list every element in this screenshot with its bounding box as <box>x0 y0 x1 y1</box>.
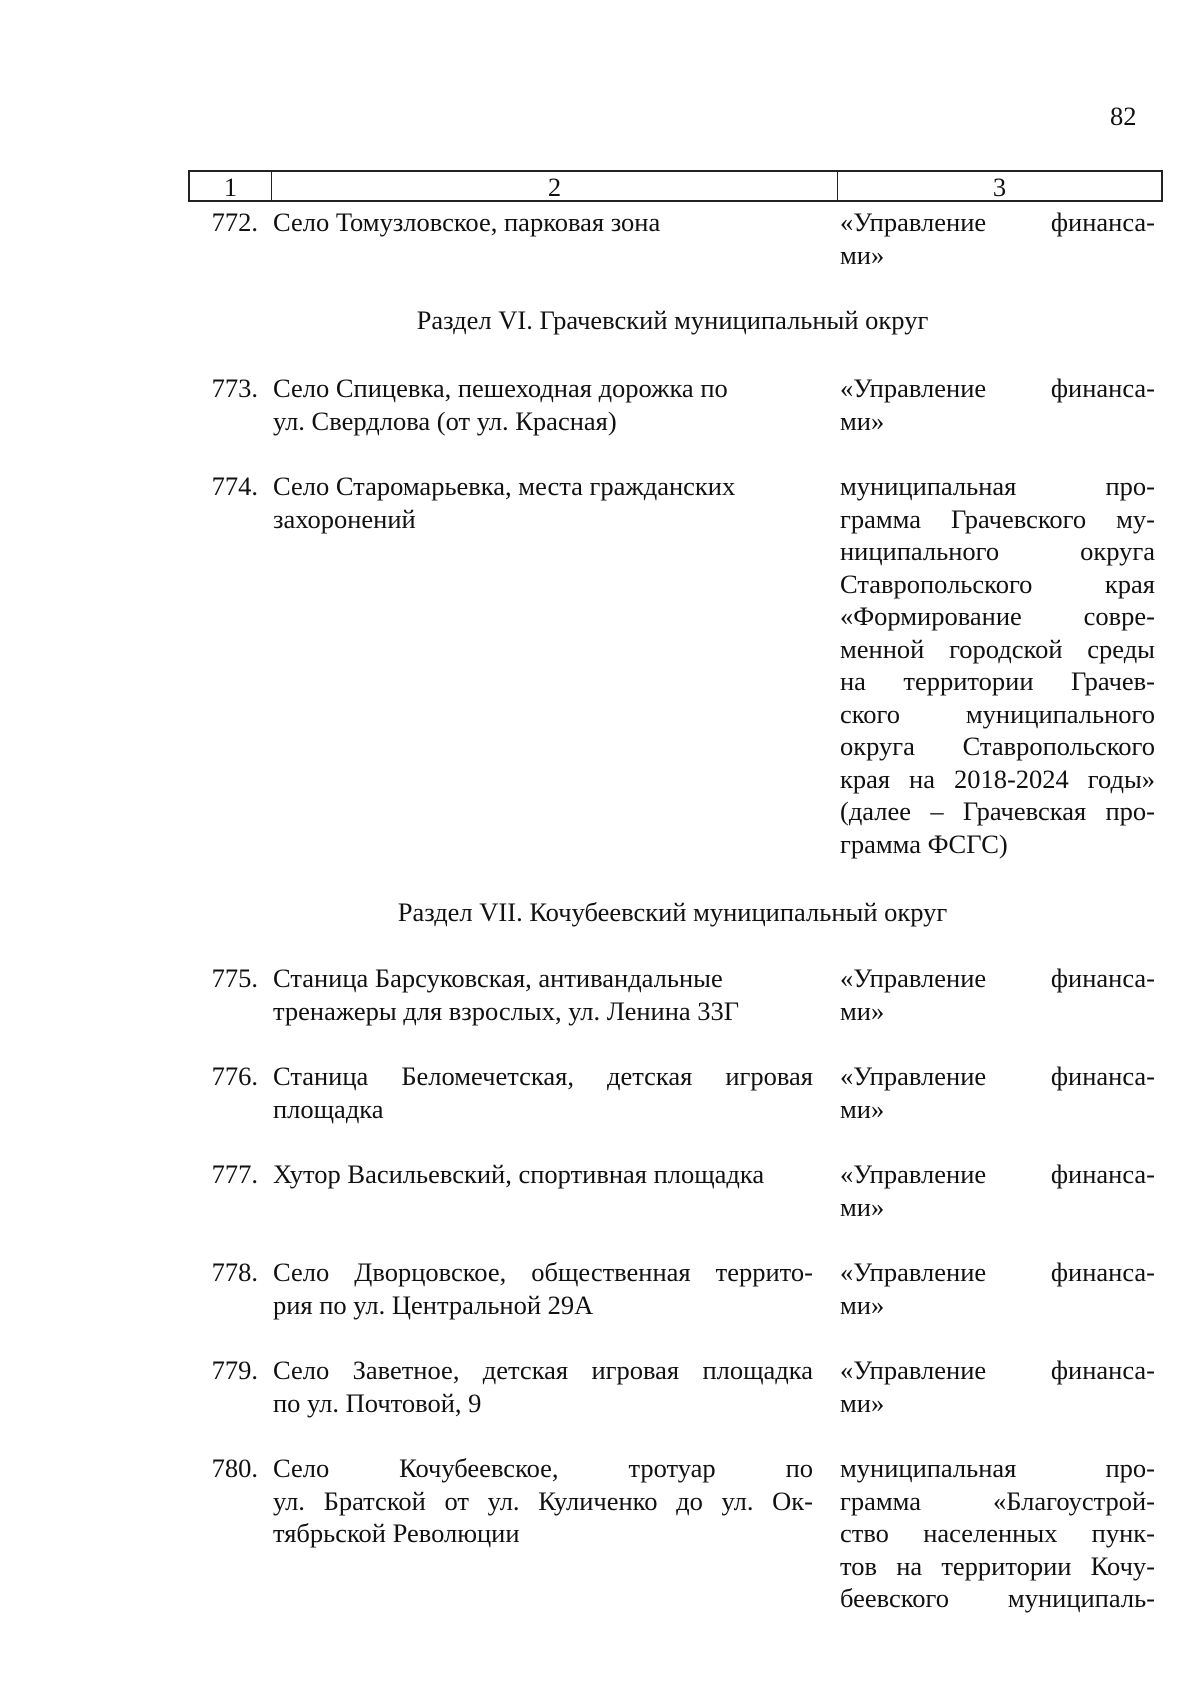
row-description-line: Станица Беломечетская, детская игровая <box>273 1061 813 1091</box>
header-col-2: 2 <box>272 172 838 200</box>
row-description <box>273 1354 813 1419</box>
row-funding-line: ниципального округа <box>840 536 1155 566</box>
row-funding-line: беевского муниципаль- <box>840 1583 1155 1613</box>
row-funding-line: «Управление финанса- <box>840 1061 1155 1091</box>
row-description-line: Село Старомарьевка, места гражданских <box>273 471 736 501</box>
row-description-line: ул. Свердлова (от ул. Красная) <box>273 405 617 436</box>
row-number: 780. <box>211 1453 258 1483</box>
row-description-line: Хутор Васильевский, спортивная площадка <box>273 1159 765 1189</box>
row-funding-line: ми» <box>840 1289 885 1320</box>
row-funding-line: «Управление финанса- <box>840 207 1155 237</box>
row-funding-source <box>840 962 1155 1027</box>
row-funding-line: Ставропольского края <box>840 568 1155 599</box>
row-description <box>273 206 813 239</box>
row-funding-line: тов на территории Кочу- <box>840 1550 1155 1581</box>
row-funding-line: округа Ставропольского <box>840 731 1155 761</box>
header-col-1: 1 <box>190 172 272 200</box>
row-funding-line: на территории Грачев- <box>840 666 1155 696</box>
row-funding-line: (далее – Грачевская про- <box>840 796 1155 826</box>
header-col-3: 3 <box>992 172 1007 202</box>
row-funding-line: «Управление финанса- <box>840 963 1155 993</box>
row-description-line: захоронений <box>273 503 416 534</box>
row-description-line: по ул. Почтовой, 9 <box>273 1387 482 1418</box>
page-number: 82 <box>1110 101 1137 131</box>
row-funding-line: ского муниципального <box>840 698 1155 729</box>
row-funding-line: ми» <box>840 1093 885 1124</box>
row-description-line: ул. Братской от ул. Куличенко до ул. Ок- <box>273 1485 813 1516</box>
row-funding-line: «Управление финанса- <box>840 373 1155 403</box>
row-funding-line: ми» <box>840 239 885 270</box>
row-number: 776. <box>211 1061 258 1091</box>
row-funding-line: грамма «Благоустрой- <box>840 1485 1155 1516</box>
row-funding-line: менной городской среды <box>840 633 1155 664</box>
row-number: 775. <box>211 963 258 993</box>
row-funding-line: «Управление финанса- <box>840 1355 1155 1385</box>
row-description-line: рия по ул. Центральной 29А <box>273 1289 594 1320</box>
row-funding-source <box>840 1452 1155 1615</box>
row-funding-line: «Формирование совре- <box>840 601 1155 631</box>
row-description <box>273 1158 813 1191</box>
row-description-line: Село Дворцовское, общественная террито- <box>273 1257 813 1287</box>
section-heading: Раздел VI. Грачевский муниципальный округ <box>416 305 929 335</box>
row-funding-line: муниципальная про- <box>840 1453 1155 1483</box>
row-funding-line: грамма ФСГС) <box>840 828 1008 859</box>
row-funding-source <box>840 1256 1155 1321</box>
row-description-line: Село Заветное, детская игровая площадка <box>273 1355 813 1385</box>
row-number: 774. <box>211 471 258 501</box>
row-funding-line: ми» <box>840 1191 885 1222</box>
row-funding-line: ми» <box>840 995 885 1026</box>
row-number: 779. <box>211 1355 258 1385</box>
row-number: 778. <box>211 1257 258 1287</box>
row-funding-source <box>840 372 1155 437</box>
row-description-line: Село Кочубеевское, тротуар по <box>273 1453 813 1483</box>
row-description-line: Село Спицевка, пешеходная дорожка по <box>273 373 728 403</box>
row-funding-line: ми» <box>840 405 885 436</box>
row-funding-line: муниципальная про- <box>840 471 1155 501</box>
row-funding-source <box>840 1060 1155 1125</box>
row-description-line: Село Томузловское, парковая зона <box>273 207 661 237</box>
row-description <box>273 1060 813 1125</box>
row-number: 772. <box>211 207 258 237</box>
row-description <box>273 1256 813 1321</box>
row-description <box>273 1452 813 1550</box>
row-funding-source <box>840 470 1155 860</box>
section-heading: Раздел VII. Кочубеевский муниципальный округ <box>397 897 948 927</box>
row-description <box>273 470 813 535</box>
row-number: 773. <box>211 373 258 403</box>
row-funding-line: «Управление финанса- <box>840 1159 1155 1189</box>
row-description-line: тябрьской Революции <box>273 1518 520 1548</box>
row-funding-line: ми» <box>840 1387 885 1418</box>
row-description <box>273 962 813 1027</box>
row-number: 777. <box>211 1159 258 1189</box>
row-funding-line: «Управление финанса- <box>840 1257 1155 1287</box>
row-description-line: Станица Барсуковская, антивандальные <box>273 963 723 993</box>
row-funding-line: ство населенных пунк- <box>840 1518 1155 1548</box>
row-funding-source <box>840 1354 1155 1419</box>
row-funding-source <box>840 1158 1155 1223</box>
row-funding-line: края на 2018-2024 годы» <box>840 763 1155 794</box>
row-funding-source <box>840 206 1155 271</box>
row-description <box>273 372 813 437</box>
table-header <box>188 170 1163 202</box>
row-description-line: площадка <box>273 1093 384 1124</box>
row-funding-line: грамма Грачевского му- <box>840 503 1155 534</box>
row-description-line: тренажеры для взрослых, ул. Ленина 33Г <box>273 995 740 1026</box>
